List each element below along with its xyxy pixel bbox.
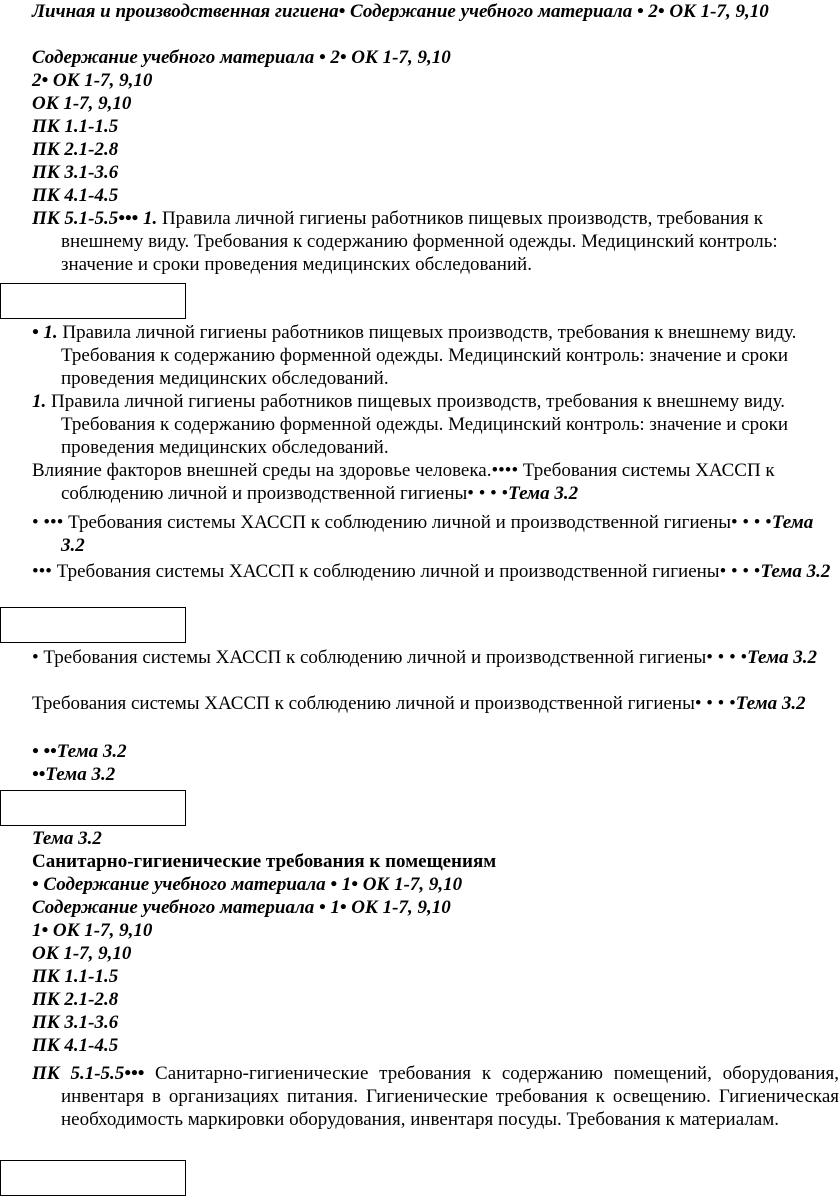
environment-text: Влияние факторов внешней среды на здоровье человека.•••• Требования системы ХАССП к соблюдению личной и производственной гигиены• • • • bbox=[32, 460, 775, 504]
haccp-paragraph-2 bbox=[32, 560, 831, 583]
section-pk5-lead: ПК 5.1-5.5••• bbox=[32, 1063, 145, 1084]
haccp-text-4: Требования системы ХАССП к соблюдению личной и производственной гигиены• • • • bbox=[32, 693, 736, 714]
section-content-line-4: ОК 1-7, 9,10 bbox=[32, 943, 132, 964]
section-content-line-2: Содержание учебного материала • 1• ОК 1-7, 9,10 bbox=[32, 897, 451, 918]
haccp-text-3: • Требования системы ХАССП к соблюдению личной и производственной гигиены• • • • bbox=[32, 647, 748, 668]
section-pk-line-2: ПК 2.1-2.8 bbox=[32, 989, 119, 1010]
content-line-3: 2• ОК 1-7, 9,10 bbox=[32, 70, 153, 91]
pk-line-3: ПК 3.1-3.6 bbox=[32, 162, 119, 183]
section-pk-line-4: ПК 4.1-4.5 bbox=[32, 1035, 119, 1056]
environment-paragraph bbox=[32, 459, 831, 505]
pk-line-4: ПК 4.1-4.5 bbox=[32, 185, 119, 206]
section-pk-line-1: ПК 1.1-1.5 bbox=[32, 966, 119, 987]
tema-line-2: ••Тема 3.2 bbox=[32, 764, 116, 785]
haccp-tema-2: Тема 3.2 bbox=[760, 561, 831, 582]
content-line-2: Содержание учебного материала • 2• ОК 1-7, 9,10 bbox=[32, 47, 451, 68]
hygiene-item-2-lead: 1. bbox=[32, 391, 47, 412]
pk5-text: Правила личной гигиены работников пищевых производств, требования к внешнему виду. Требования к содержанию форменной одежды. Медицинский контроль: значение и сроки проведения медицинских обследований. bbox=[61, 208, 778, 275]
haccp-text-1: • ••• Требования системы ХАССП к соблюдению личной и производственной гигиены• • • • bbox=[32, 512, 772, 533]
haccp-tema-1: Тема 3.2 bbox=[61, 512, 814, 556]
section-heading: Санитарно-гигиенические требования к помещениям bbox=[32, 851, 497, 872]
section-pk-line-3: ПК 3.1-3.6 bbox=[32, 1012, 119, 1033]
hygiene-item-1 bbox=[32, 321, 831, 390]
haccp-paragraph-4 bbox=[32, 692, 831, 715]
hygiene-item-2 bbox=[32, 390, 831, 459]
empty-box-4 bbox=[0, 1160, 186, 1196]
section-pk5-paragraph bbox=[32, 1062, 839, 1131]
section-content-line-1: • Содержание учебного материала • 1• ОК 1-7, 9,10 bbox=[32, 874, 463, 895]
hygiene-item-1-lead: • 1. bbox=[32, 322, 58, 343]
empty-box-3 bbox=[0, 790, 186, 826]
environment-tema: Тема 3.2 bbox=[508, 483, 579, 504]
haccp-paragraph-1 bbox=[32, 511, 831, 557]
section-pk5-text: Санитарно-гигиенические требования к содержанию помещений, оборудования, инвентаря в организациях питания. Гигиенические требования к освещению. Гигиеническая необходимость маркировки оборудования, инвентаря посуды. Требования к материалам. bbox=[61, 1063, 839, 1130]
pk-line-1: ПК 1.1-1.5 bbox=[32, 116, 119, 137]
haccp-tema-3: Тема 3.2 bbox=[747, 647, 818, 668]
pk5-lead: ПК 5.1-5.5••• 1. bbox=[32, 208, 158, 229]
content-line-4: ОК 1-7, 9,10 bbox=[32, 93, 132, 114]
empty-box-1 bbox=[0, 283, 186, 319]
section-tema: Тема 3.2 bbox=[32, 828, 102, 849]
haccp-text-2: ••• Требования системы ХАССП к соблюдению личной и производственной гигиены• • • • bbox=[32, 561, 761, 582]
haccp-paragraph-3 bbox=[32, 646, 831, 669]
empty-box-2 bbox=[0, 607, 186, 643]
haccp-tema-4: Тема 3.2 bbox=[735, 693, 806, 714]
pk-line-2: ПК 2.1-2.8 bbox=[32, 139, 119, 160]
pk5-paragraph bbox=[32, 207, 831, 276]
hygiene-item-2-text: Правила личной гигиены работников пищевых производств, требования к внешнему виду. Требования к содержанию форменной одежды. Медицинский контроль: значение и сроки проведения медицинских обследований. bbox=[46, 391, 789, 458]
hygiene-item-1-text: Правила личной гигиены работников пищевых производств, требования к внешнему виду. Требования к содержанию форменной одежды. Медицинский контроль: значение и сроки проведения медицинских обследований. bbox=[57, 322, 797, 389]
section-content-line-3: 1• ОК 1-7, 9,10 bbox=[32, 920, 153, 941]
content-line-1: Личная и производственная гигиена• Содержание учебного материала • 2• ОК 1-7, 9,10 bbox=[32, 1, 769, 22]
tema-line-1: • ••Тема 3.2 bbox=[32, 741, 127, 762]
